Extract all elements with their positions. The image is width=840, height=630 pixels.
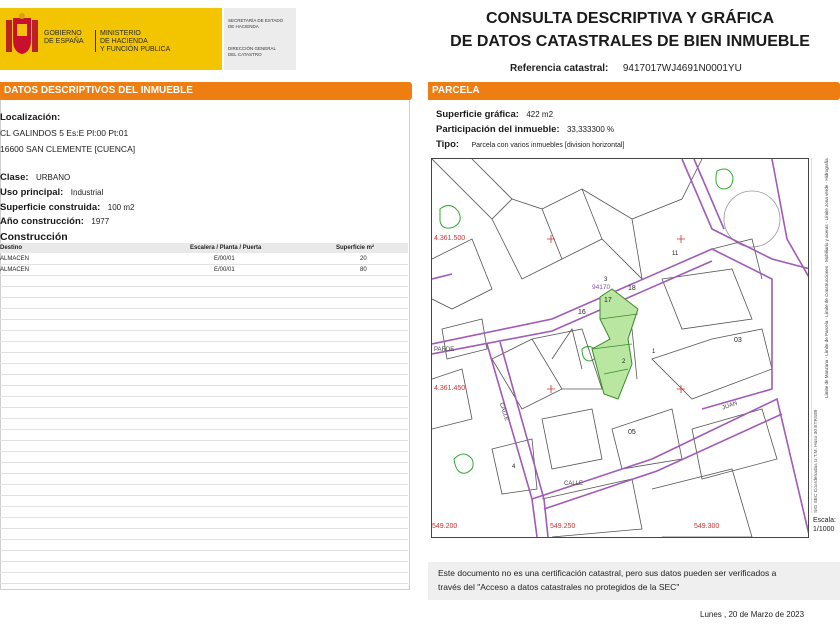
table-row-divider <box>0 495 408 496</box>
tipo-label: Tipo: <box>436 139 460 150</box>
table-row-divider <box>0 374 408 375</box>
ministry-line3: Y FUNCIÓN PÚBLICA <box>100 46 171 53</box>
map-canvas <box>432 159 809 538</box>
page-title-line1: CONSULTA DESCRIPTIVA Y GRÁFICA <box>485 10 774 27</box>
ano-row <box>0 211 109 229</box>
legend-item: Límite de Parcela <box>824 320 829 356</box>
sup-grafica-value: 422 m2 <box>526 110 554 119</box>
table-row-divider <box>0 275 408 276</box>
table-row-divider <box>0 286 408 287</box>
tipo-row <box>436 134 624 152</box>
green-area <box>454 454 473 473</box>
table-row-divider <box>0 352 408 353</box>
ref-label: Referencia catastral: <box>510 63 609 74</box>
sup-grafica-label: Superficie gráfica: <box>436 109 519 120</box>
cell-escalera: E/00/01 <box>214 267 235 273</box>
cell-destino: ALMACEN <box>0 256 30 262</box>
construction-table-header <box>0 243 408 253</box>
superficie-value: 100 m2 <box>107 203 135 212</box>
table-row-divider <box>0 363 408 364</box>
green-area <box>440 205 460 228</box>
table-row-divider <box>0 561 408 562</box>
table-row-divider <box>0 484 408 485</box>
document-date: Lunes , 20 de Marzo de 2023 <box>700 610 805 619</box>
parcel-number: 11 <box>672 251 679 257</box>
coord-x2: 549.250 <box>550 523 576 530</box>
sec-line3: DIRECCIÓN GENERAL <box>228 46 277 51</box>
cell-superficie: 80 <box>360 267 367 273</box>
sec-line4: DEL CATASTRO <box>228 52 262 57</box>
address-line1: CL GALINDOS 5 Es:E Pl:00 Pt:01 <box>0 128 129 138</box>
table-row-divider <box>0 517 408 518</box>
parcel-number: 05 <box>628 429 636 436</box>
cadastral-map[interactable] <box>431 158 809 538</box>
gov-text-line1: GOBIERNO <box>44 30 82 37</box>
scale-box <box>811 516 840 538</box>
ano-label: Año construcción: <box>0 216 84 227</box>
ministry-name <box>100 30 170 54</box>
legend-item: Límite de Construcciones <box>824 265 829 317</box>
scale-value: 1/1000 <box>813 526 835 533</box>
table-row-divider <box>0 550 408 551</box>
th-destino: Destino <box>0 245 23 251</box>
legend-items: Límite de Manzana · Límite de Parcela · Límite de Construcciones · Mobiliario y aceras · Límite zona verde · Hidrografía <box>824 158 829 398</box>
legend-item: Límite de Manzana <box>824 359 829 398</box>
tipo-value: Parcela con varios inmuebles [division horizontal] <box>471 142 625 149</box>
uso-value: Industrial <box>70 188 104 197</box>
localizacion-label: Localización: <box>0 112 61 123</box>
scale-label: Escala: <box>813 517 836 524</box>
participacion-label: Participación del inmueble: <box>436 124 560 135</box>
table-row-divider <box>0 440 408 441</box>
street-name: PARDE <box>434 347 455 353</box>
coord-x1: 549.200 <box>432 523 458 530</box>
parcel-number: 16 <box>578 309 586 316</box>
coord-y1: 4.361.500 <box>434 235 466 242</box>
disclaimer-note <box>428 562 840 600</box>
gov-divider <box>95 30 96 52</box>
table-row-divider <box>0 462 408 463</box>
coord-x3: 549.300 <box>694 523 720 530</box>
table-row-divider <box>0 429 408 430</box>
ministry-line2: DE HACIENDA <box>100 38 148 45</box>
note-line1: Este documento no es una certificación catastral, pero sus datos pueden ser verificados a <box>438 568 777 578</box>
cadastral-reference <box>510 58 742 76</box>
parcel-number: 17 <box>604 297 612 304</box>
legend-footer: SIG SEC Coordenadas U.T.M. Huso 30 ETRS89 <box>814 409 819 513</box>
parcel-number: 3 <box>604 277 608 283</box>
table-row-divider <box>0 308 408 309</box>
parcel-number: 4 <box>512 464 516 470</box>
cell-escalera: E/00/01 <box>214 256 235 262</box>
table-row-divider <box>0 473 408 474</box>
ministry-line1: MINISTERIO <box>100 30 141 37</box>
clase-value: URBANO <box>35 173 71 182</box>
table-row <box>0 254 408 264</box>
street-name: CALLE <box>497 402 510 422</box>
clase-label: Clase: <box>0 172 29 183</box>
table-row-divider <box>0 418 408 419</box>
parcel-number: 2 <box>622 359 626 365</box>
sec-line2: DE HACIENDA <box>228 24 259 29</box>
table-row-divider <box>0 506 408 507</box>
superficie-label: Superficie construida: <box>0 202 101 213</box>
cell-destino: ALMACEN <box>0 267 30 273</box>
section-descriptive-data: DATOS DESCRIPTIVOS DEL INMUEBLE <box>0 82 412 100</box>
table-row-divider <box>0 297 408 298</box>
table-row-divider <box>0 407 408 408</box>
legend-item: Límite zona verde <box>824 184 829 221</box>
ano-value: 1977 <box>91 217 110 226</box>
table-row-divider <box>0 528 408 529</box>
table-row-divider <box>0 341 408 342</box>
table-row <box>0 265 408 275</box>
page-title-line2: DE DATOS CATASTRALES DE BIEN INMUEBLE <box>450 33 810 50</box>
table-row-divider <box>0 583 408 584</box>
plot-ref-label: 94170 <box>592 284 611 291</box>
coat-of-arms-icon <box>4 12 40 60</box>
legend-item: Mobiliario y aceras <box>824 224 829 262</box>
address-line2: 16600 SAN CLEMENTE [CUENCA] <box>0 144 136 154</box>
section-parcela: PARCELA <box>428 82 840 100</box>
table-row-divider <box>0 319 408 320</box>
table-row-divider <box>0 451 408 452</box>
cell-superficie: 20 <box>360 256 367 262</box>
ref-value: 9417017WJ4691N0001YU <box>622 63 742 74</box>
table-row-divider <box>0 572 408 573</box>
table-row-divider <box>0 385 408 386</box>
construccion-title: Construcción <box>0 231 68 243</box>
uso-label: Uso principal: <box>0 187 64 198</box>
parcel-number: 18 <box>628 285 636 292</box>
th-superficie: Superficie m² <box>336 245 375 251</box>
participacion-value: 33,333300 % <box>566 125 615 134</box>
street-name: CALLE <box>564 481 584 487</box>
parcel-number: 1 <box>652 349 656 355</box>
street-name: JUAN <box>721 400 739 412</box>
table-row-divider <box>0 330 408 331</box>
table-row-divider <box>0 264 408 265</box>
map-legend <box>811 158 840 513</box>
gov-name <box>44 30 84 46</box>
table-row-divider <box>0 539 408 540</box>
note-line2: través del "Acceso a datos catastrales no protegidos de la SEC" <box>438 582 680 592</box>
secretariat-block <box>224 8 296 70</box>
gov-text-line2: DE ESPAÑA <box>44 38 84 45</box>
coord-y2: 4.361.450 <box>434 385 466 392</box>
table-row-divider <box>0 396 408 397</box>
parcel-number: 03 <box>734 337 742 344</box>
th-escalera: Escalera / Planta / Puerta <box>190 245 262 251</box>
legend-item: Hidrografía <box>824 158 829 181</box>
sec-line1: SECRETARÍA DE ESTADO <box>228 18 284 23</box>
green-area <box>716 169 733 189</box>
